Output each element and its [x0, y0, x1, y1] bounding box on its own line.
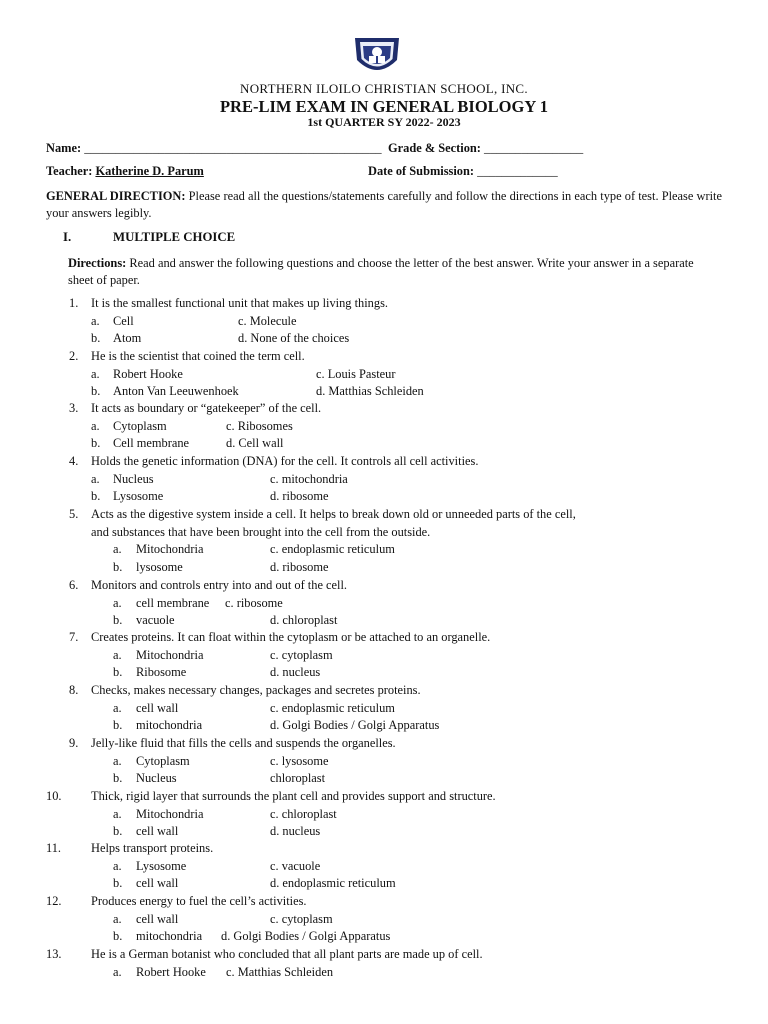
- option-letter: b.: [113, 665, 123, 679]
- teacher-row: [46, 164, 204, 179]
- option-text: Lysosome: [136, 858, 187, 873]
- option-letter: a.: [113, 647, 122, 662]
- option-letter: a.: [91, 366, 100, 381]
- question-text-continued: and substances that have been brought into the cell from the outside.: [91, 524, 431, 539]
- directions-label: Directions:: [68, 256, 127, 270]
- question-number: 13.: [46, 947, 62, 961]
- name-label: Name:: [46, 141, 82, 155]
- option-alt-text: c. chloroplast: [270, 806, 337, 821]
- option-letter: b.: [113, 559, 123, 574]
- question-text: It acts as boundary or “gatekeeper” of the cell.: [91, 401, 322, 415]
- option-text: Ribosome: [136, 665, 187, 679]
- date-row: [368, 164, 558, 179]
- option-letter: a.: [91, 471, 100, 486]
- option-letter: b.: [113, 876, 123, 890]
- school-logo-icon: [347, 34, 407, 80]
- teacher-name: Katherine D. Parum: [95, 164, 204, 178]
- question-text: Monitors and controls entry into and out of the cell.: [91, 578, 348, 592]
- option-alt-text: d. Matthias Schleiden: [316, 384, 424, 398]
- question-text: Jelly-like fluid that fills the cells and suspends the organelles.: [91, 736, 396, 750]
- option-alt-text: c. Ribosomes: [226, 418, 293, 433]
- option-text: Cytoplasm: [113, 418, 167, 433]
- date-label: Date of Submission:: [368, 164, 475, 178]
- question-number: 7.: [69, 630, 79, 644]
- question-number: 11.: [46, 841, 62, 855]
- option-letter: a.: [113, 964, 122, 979]
- question-number: 3.: [69, 401, 79, 415]
- question-number: 9.: [69, 736, 79, 750]
- section-number: I.: [63, 230, 72, 244]
- option-alt-text: d. chloroplast: [270, 613, 338, 627]
- option-alt-text: c. lysosome: [270, 753, 329, 768]
- option-alt-text: chloroplast: [270, 771, 326, 785]
- option-text: lysosome: [136, 559, 183, 574]
- general-direction-label: GENERAL DIRECTION:: [46, 189, 186, 203]
- option-alt-text: c. Louis Pasteur: [316, 366, 396, 381]
- option-text: vacuole: [136, 613, 175, 627]
- option-letter: a.: [91, 313, 100, 328]
- option-text: Robert Hooke: [136, 964, 206, 979]
- grade-row: [388, 141, 583, 156]
- option-letter: b.: [113, 824, 123, 838]
- option-text: Atom: [113, 331, 142, 345]
- option-letter: b.: [91, 331, 101, 345]
- option-text: Cytoplasm: [136, 753, 190, 768]
- option-letter: b.: [113, 613, 123, 627]
- option-letter: a.: [113, 753, 122, 768]
- section-title: MULTIPLE CHOICE: [113, 230, 236, 244]
- option-text: cell wall: [136, 700, 179, 715]
- option-alt-text: d. Cell wall: [226, 436, 284, 450]
- option-alt-text: c. cytoplasm: [270, 911, 333, 926]
- option-text: Robert Hooke: [113, 366, 183, 381]
- option-alt-text: d. ribosome: [270, 489, 329, 503]
- option-letter: a.: [113, 858, 122, 873]
- general-direction-text: Please read all the questions/statements carefully and follow the directions in each type of test. Please write your answers legibly.: [46, 189, 722, 220]
- option-text: Anton Van Leeuwenhoek: [113, 384, 239, 398]
- option-letter: a.: [113, 700, 122, 715]
- option-letter: b.: [91, 384, 101, 398]
- question-text: Produces energy to fuel the cell’s activities.: [91, 894, 307, 908]
- option-alt-text: c. endoplasmic reticulum: [270, 542, 395, 556]
- question-text: It is the smallest functional unit that makes up living things.: [91, 296, 388, 310]
- general-direction: [46, 188, 722, 222]
- option-letter: a.: [113, 595, 122, 610]
- question-text: Helps transport proteins.: [91, 841, 214, 855]
- option-alt-text: c. mitochondria: [270, 471, 348, 486]
- option-text: mitochondria: [136, 718, 203, 732]
- option-letter: b.: [91, 436, 101, 450]
- question-number: 8.: [69, 683, 79, 697]
- option-alt-text: d. endoplasmic reticulum: [270, 876, 396, 890]
- option-text: cell membrane: [136, 595, 210, 610]
- option-text: Cell: [113, 313, 134, 328]
- teacher-label: Teacher:: [46, 164, 93, 178]
- quarter-label: 1st QUARTER SY 2022- 2023: [307, 115, 461, 129]
- option-text: Mitochondria: [136, 647, 204, 662]
- option-alt-text: c. endoplasmic reticulum: [270, 700, 395, 715]
- option-alt-text: d. Golgi Bodies / Golgi Apparatus: [221, 929, 391, 943]
- question-number: 5.: [69, 507, 79, 521]
- option-letter: a.: [113, 911, 122, 926]
- option-alt-text: c. Molecule: [238, 313, 297, 328]
- option-text: Lysosome: [113, 489, 164, 503]
- option-alt-text: d. nucleus: [270, 665, 321, 679]
- option-text: cell wall: [136, 876, 179, 890]
- date-line: _____________: [477, 164, 558, 178]
- option-text: Nucleus: [113, 471, 154, 486]
- question-text: Checks, makes necessary changes, packages and secretes proteins.: [91, 683, 421, 697]
- option-text: Nucleus: [136, 771, 177, 785]
- name-line: ________________________________________________: [84, 141, 382, 155]
- option-alt-text: c. cytoplasm: [270, 647, 333, 662]
- question-number: 12.: [46, 894, 62, 908]
- option-text: mitochondria: [136, 929, 203, 943]
- question-number: 4.: [69, 454, 79, 468]
- question-text: Thick, rigid layer that surrounds the plant cell and provides support and structure.: [91, 789, 496, 803]
- question-text: He is a German botanist who concluded that all plant parts are made up of cell.: [91, 947, 483, 961]
- question-text: Creates proteins. It can float within the cytoplasm or be attached to an organelle.: [91, 630, 491, 644]
- question-number: 1.: [69, 296, 79, 310]
- directions-text: Read and answer the following questions and choose the letter of the best answer. Write your answer in a separate sheet of paper.: [68, 256, 694, 287]
- exam-title: PRE-LIM EXAM IN GENERAL BIOLOGY 1: [219, 97, 549, 116]
- option-letter: b.: [91, 489, 101, 503]
- option-letter: a.: [113, 542, 122, 556]
- option-alt-text: c. Matthias Schleiden: [226, 964, 334, 979]
- question-text: Holds the genetic information (DNA) for the cell. It controls all cell activities.: [91, 454, 479, 468]
- school-name: NORTHERN ILOILO CHRISTIAN SCHOOL, INC.: [240, 81, 528, 96]
- option-alt-text: c. ribosome: [225, 595, 283, 610]
- option-text: Cell membrane: [113, 436, 190, 450]
- option-alt-text: c. vacuole: [270, 858, 321, 873]
- option-text: cell wall: [136, 824, 179, 838]
- question-text: Acts as the digestive system inside a cell. It helps to break down old or unneeded parts of the cell,: [91, 507, 576, 521]
- option-text: cell wall: [136, 911, 179, 926]
- option-letter: b.: [113, 718, 123, 732]
- option-text: Mitochondria: [136, 542, 204, 556]
- option-text: Mitochondria: [136, 806, 204, 821]
- name-row: [46, 141, 382, 156]
- option-alt-text: d. ribosome: [270, 559, 329, 574]
- option-letter: a.: [113, 806, 122, 821]
- option-letter: a.: [91, 418, 100, 433]
- section-directions: [68, 255, 722, 289]
- option-alt-text: d. None of the choices: [238, 331, 350, 345]
- grade-line: ________________: [484, 141, 584, 155]
- question-number: 10.: [46, 789, 62, 803]
- option-letter: b.: [113, 771, 123, 785]
- question-text: He is the scientist that coined the term cell.: [91, 349, 305, 363]
- option-alt-text: d. Golgi Bodies / Golgi Apparatus: [270, 718, 440, 732]
- option-letter: b.: [113, 929, 123, 943]
- grade-label: Grade & Section:: [388, 141, 481, 155]
- question-number: 2.: [69, 349, 79, 363]
- option-alt-text: d. nucleus: [270, 824, 321, 838]
- question-number: 6.: [69, 578, 79, 592]
